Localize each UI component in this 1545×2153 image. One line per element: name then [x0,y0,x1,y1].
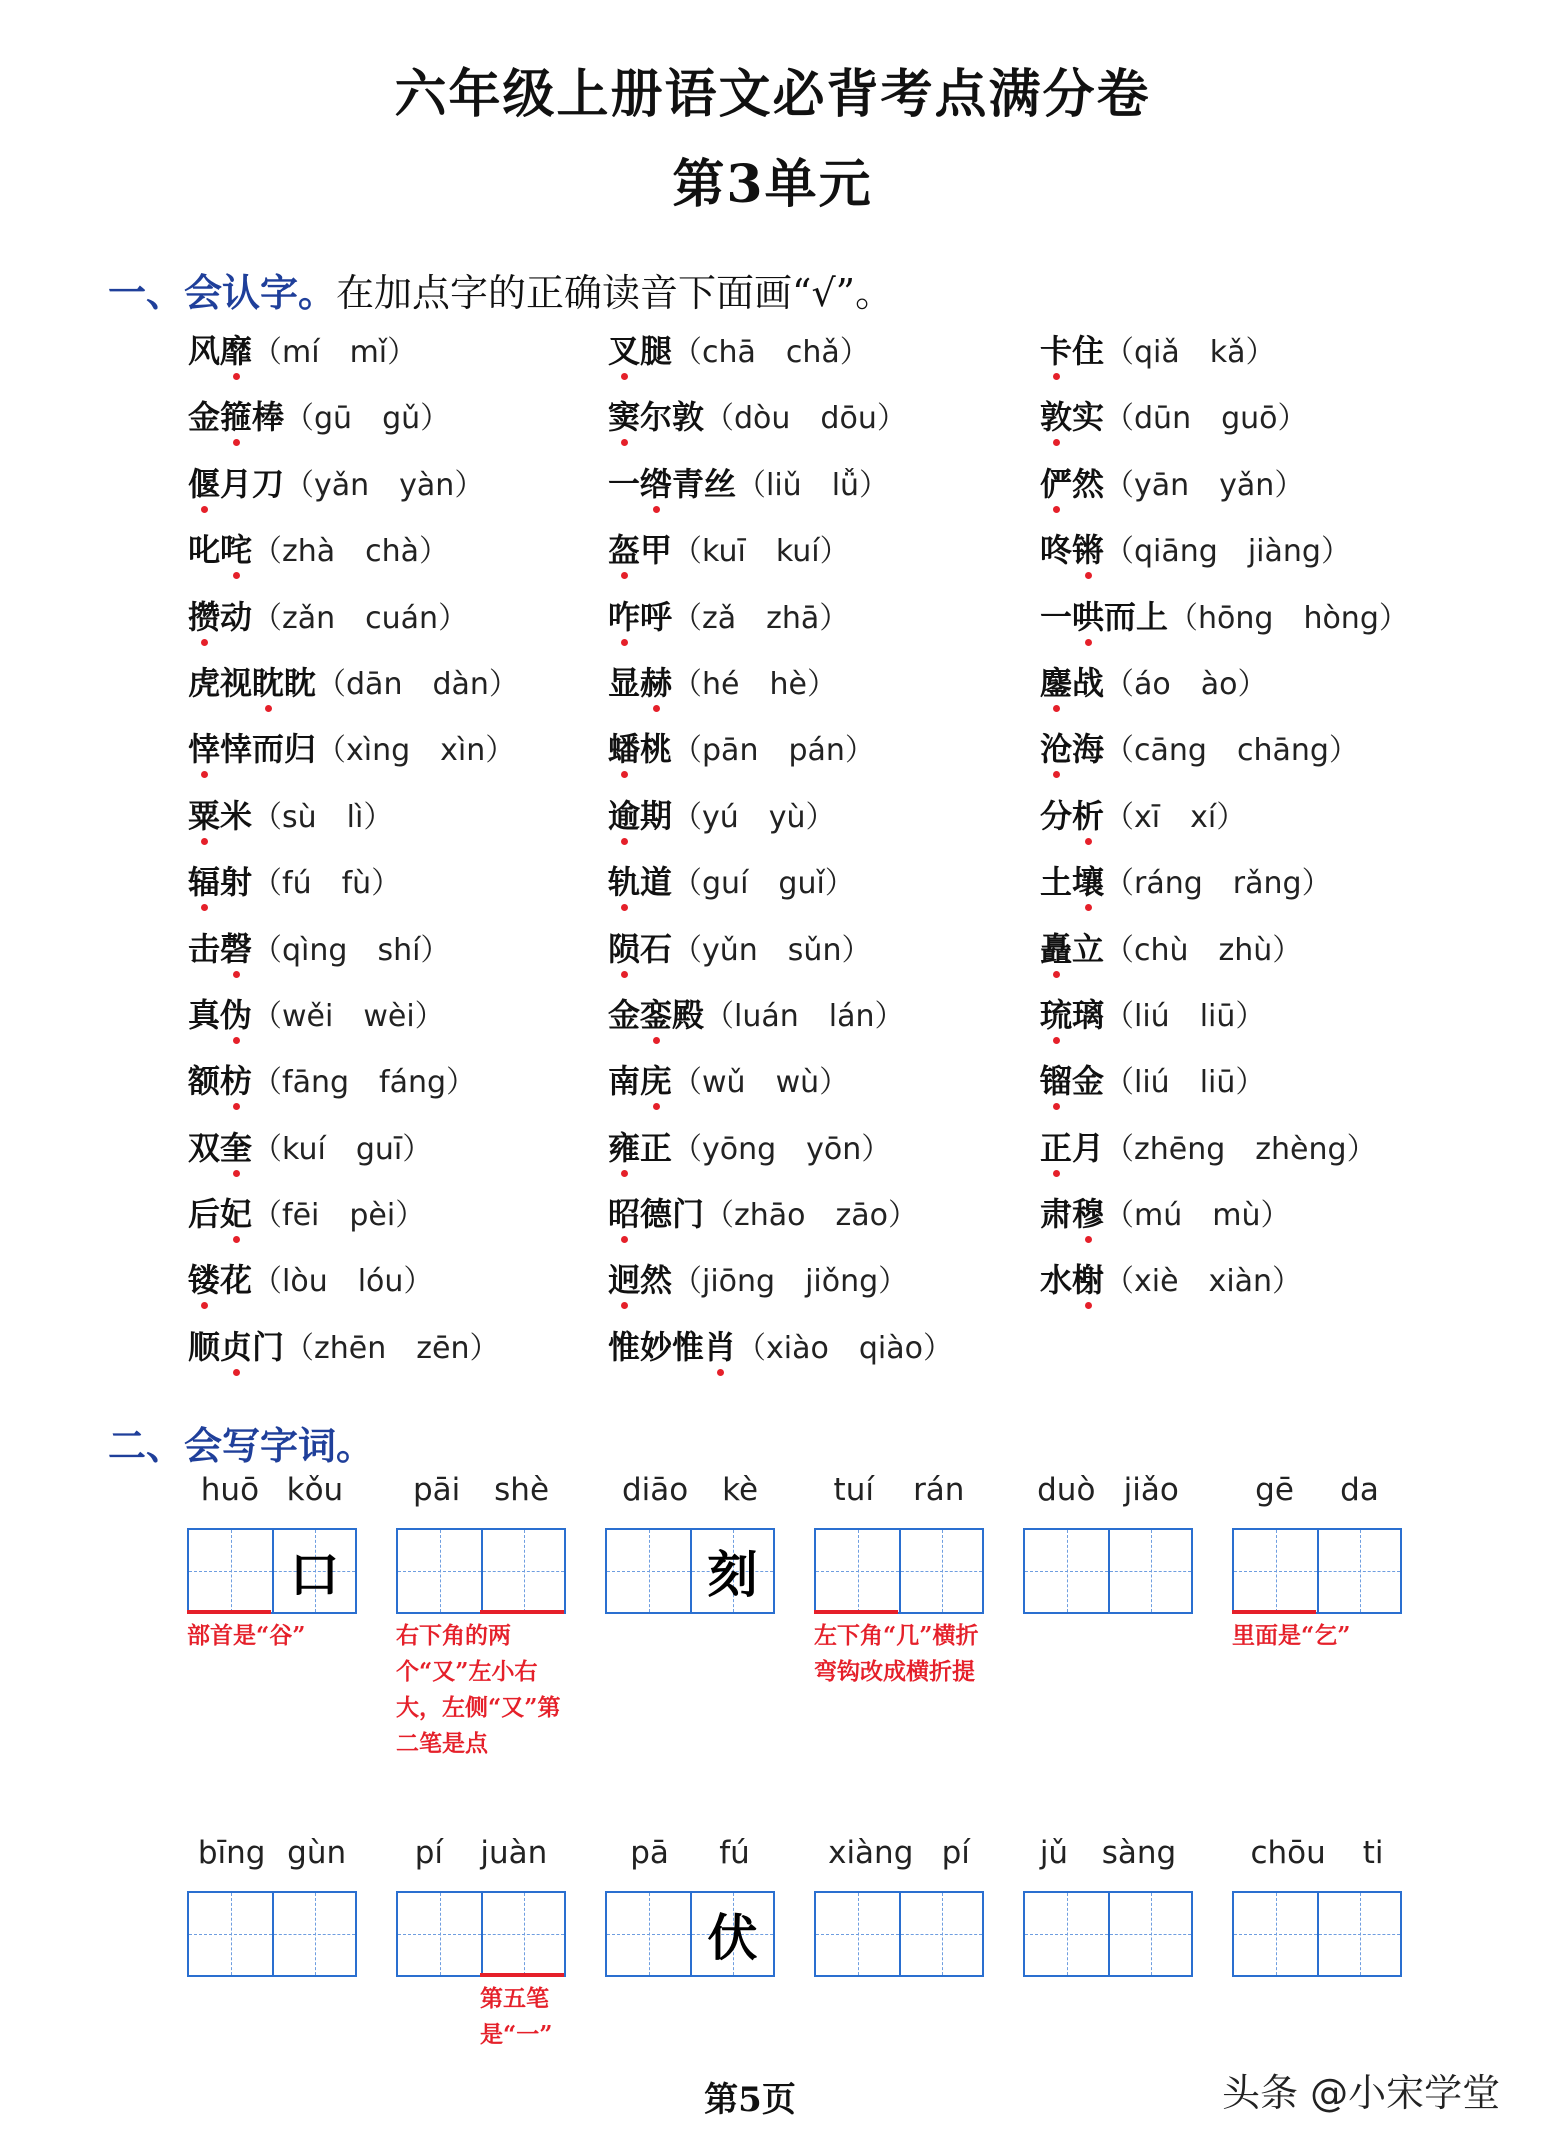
tianzige-pair [605,1891,775,1977]
emphasis-dot [233,1037,240,1044]
reading-item [188,853,608,919]
emphasis-dot [233,1103,240,1110]
pinyin-row [814,1472,984,1528]
hint-underline [187,1610,271,1614]
reading-item [608,388,1040,454]
pinyin-options[interactable]: （kuī kuí） [672,534,850,570]
write-group [814,1472,984,1685]
pinyin-options[interactable]: （áo ào） [1104,666,1268,702]
tianzige-pair [1232,1528,1402,1614]
reading-item [188,986,608,1052]
reading-word: 迥然 [608,1251,672,1309]
emphasis-dot [233,1236,240,1243]
section-one-number: 一、会认字。 [108,270,337,315]
emphasis-dot [1053,971,1060,978]
reading-word: 虎视眈眈 [188,654,316,712]
reading-word: 显赫 [608,654,672,712]
pinyin-row [1023,1472,1193,1528]
reading-item [608,986,1040,1052]
reading-word: 粟米 [188,787,252,845]
reading-item [608,322,1040,388]
emphasis-dot [621,771,628,778]
emphasis-dot [1053,771,1060,778]
reading-word: 后妃 [188,1185,252,1243]
reading-word: 双奎 [188,1119,252,1177]
pinyin-options[interactable]: （gū gǔ） [284,401,451,437]
emphasis-dot [1085,572,1092,579]
pinyin-row [187,1472,357,1528]
pinyin-options[interactable]: （liú liū） [1104,1065,1266,1101]
emphasis-dot [201,506,208,513]
reading-word: 南庑 [608,1052,672,1110]
pinyin-options[interactable]: （qiāng jiàng） [1104,534,1351,570]
pinyin-options[interactable]: （xìng xìn） [316,733,516,769]
reading-item [608,853,1040,919]
pinyin-options[interactable]: （fāng fáng） [252,1065,477,1101]
pinyin-row [1232,1472,1402,1528]
pinyin-options[interactable]: （xiào qiào） [736,1330,953,1366]
reading-word: 镂花 [188,1251,252,1309]
pinyin-options[interactable]: （dòu dōu） [704,401,907,437]
reading-item [608,1318,1040,1384]
writing-box[interactable] [1234,1530,1317,1612]
reading-word: 风靡 [188,322,252,380]
reading-item [1040,1251,1488,1317]
emphasis-dot [621,838,628,845]
pinyin-syllable: pāi [412,1472,461,1508]
pinyin-syllable: gē [1255,1472,1294,1508]
pinyin-syllable: rán [913,1472,965,1508]
unit-subtitle: 第3单元 [672,154,873,215]
emphasis-dot [1085,904,1092,911]
reading-word: 俨然 [1040,455,1104,513]
reading-item [1040,853,1488,919]
pinyin-syllable: pí [941,1835,970,1871]
reading-word: 鏖战 [1040,654,1104,712]
reading-word: 击磬 [188,920,252,978]
emphasis-dot [1053,1170,1060,1177]
reading-item [188,521,608,587]
reading-item [188,455,608,521]
pinyin-options[interactable]: （dūn guō） [1104,401,1308,437]
page-title: 六年级上册语文必背考点满分卷 [394,64,1151,125]
write-group [187,1835,357,1977]
pinyin-syllable: kè [722,1472,759,1508]
writing-box[interactable] [481,1530,564,1612]
reading-item [1040,1119,1488,1185]
pinyin-row [605,1472,775,1528]
reading-item [188,920,608,986]
pinyin-syllable: duò [1037,1472,1096,1508]
watermark: 头条 @小宋学堂 [1222,2071,1501,2115]
pinyin-options[interactable]: （zǎn cuán） [252,600,469,636]
tianzige-pair [1023,1891,1193,1977]
writing-box[interactable] [398,1893,481,1975]
pinyin-options[interactable]: （yān yǎn） [1104,467,1305,503]
pinyin-options[interactable]: （cāng chāng） [1104,733,1359,769]
writing-box[interactable] [1108,1530,1191,1612]
reading-word: 攒动 [188,588,252,646]
writing-box[interactable] [816,1893,899,1975]
section-two-heading [108,1415,374,1470]
pinyin-syllable: xiàng [828,1835,914,1871]
reading-word: 辐射 [188,853,252,911]
pinyin-options[interactable]: （zhāo zāo） [704,1198,918,1234]
writing-box[interactable] [398,1530,481,1612]
reading-item [188,388,608,454]
emphasis-dot [201,771,208,778]
emphasis-dot [621,971,628,978]
emphasis-dot [1053,373,1060,380]
pinyin-options[interactable]: （zhēng zhèng） [1104,1131,1377,1167]
reading-item [1040,654,1488,720]
box-character: 伏 [707,1908,758,1967]
reading-word: 悻悻而归 [188,720,316,778]
emphasis-dot [265,705,272,712]
hint-underline [480,1610,564,1614]
reading-item [1040,521,1488,587]
pinyin-options[interactable]: （dān dàn） [316,666,519,702]
reading-word: 金箍棒 [188,388,284,446]
reading-word: 土壤 [1040,853,1104,911]
pinyin-options[interactable]: （qìng shí） [252,932,451,968]
writing-box[interactable] [816,1530,899,1612]
pinyin-options[interactable]: （yōng yōn） [672,1131,892,1167]
pinyin-syllable: gùn [287,1835,347,1871]
reading-word: 窦尔敦 [608,388,704,446]
emphasis-dot [653,705,660,712]
emphasis-dot [1053,705,1060,712]
reading-word: 咋呼 [608,588,672,646]
emphasis-dot [653,506,660,513]
writing-box[interactable] [189,1530,272,1612]
emphasis-dot [1085,1236,1092,1243]
emphasis-dot [1053,439,1060,446]
hint-note: 部首是“谷” [187,1622,306,1649]
reading-item [1040,1052,1488,1118]
writing-box[interactable] [481,1893,564,1975]
pinyin-options[interactable]: （liú liū） [1104,998,1266,1034]
reading-grid [188,322,1488,1384]
page-number: 第5页 [704,2080,796,2120]
emphasis-dot [1085,838,1092,845]
reading-item [188,1052,608,1118]
emphasis-dot [717,1369,724,1376]
write-group [605,1472,775,1614]
hint-note: 里面是“乞” [1232,1622,1351,1649]
hint-underline [480,1973,564,1977]
pinyin-syllable: shè [494,1472,550,1508]
pinyin-syllable: bīng [197,1835,266,1871]
emphasis-dot [233,1369,240,1376]
pinyin-options[interactable]: （jiōng jiǒng） [672,1264,909,1300]
pinyin-row [814,1835,984,1891]
pinyin-syllable: juàn [480,1835,548,1871]
hint-note: 左下角“几”横折弯钩改成横折提 [814,1622,979,1685]
pinyin-options[interactable]: （luán lán） [704,998,905,1034]
tianzige-pair [1232,1891,1402,1977]
emphasis-dot [1085,1302,1092,1309]
pinyin-options[interactable]: （mú mù） [1104,1198,1291,1234]
reading-word: 偃月刀 [188,455,284,513]
write-group [396,1472,566,1757]
tianzige-pair [187,1528,357,1614]
pinyin-options[interactable]: （fēi pèi） [252,1198,426,1234]
pinyin-syllable: da [1340,1472,1379,1508]
hint-underline [1232,1610,1316,1614]
reading-item [188,654,608,720]
box-character: 刻 [707,1545,758,1604]
writing-box[interactable] [690,1530,773,1612]
reading-item [608,920,1040,986]
pinyin-syllable: chōu [1250,1835,1326,1871]
write-group [396,1835,566,2048]
pinyin-options[interactable]: （qiǎ kǎ） [1104,335,1276,370]
pinyin-options[interactable]: （mí mǐ） [252,335,418,370]
pinyin-options[interactable]: （lòu lóu） [252,1264,434,1300]
box-character: 口 [289,1545,340,1604]
reading-word: 咚锵 [1040,521,1104,579]
emphasis-dot [653,1037,660,1044]
writing-box[interactable] [607,1893,690,1975]
write-group [1023,1472,1193,1614]
writing-box[interactable] [899,1893,982,1975]
tianzige-pair [814,1528,984,1614]
pinyin-syllable: diāo [621,1472,689,1508]
emphasis-dot [201,639,208,646]
pinyin-options[interactable]: （guí guǐ） [672,866,855,902]
pinyin-options[interactable]: （hōng hòng） [1168,600,1409,636]
pinyin-options[interactable]: （wǔ wù） [672,1065,850,1101]
reading-item [188,787,608,853]
pinyin-options[interactable]: （yǔn sǔn） [672,932,872,968]
pinyin-options[interactable]: （zhēn zēn） [284,1330,500,1366]
emphasis-dot [233,373,240,380]
reading-word: 逾期 [608,787,672,845]
reading-item [608,720,1040,786]
pinyin-syllable: huō [200,1472,260,1508]
pinyin-syllable: jǔ [1039,1835,1069,1871]
reading-word: 一哄而上 [1040,588,1168,646]
pinyin-syllable: pā [630,1835,669,1871]
writing-box[interactable] [1317,1893,1400,1975]
reading-item [188,588,608,654]
reading-item [188,1318,608,1384]
reading-item [188,1185,608,1251]
reading-item [1040,322,1488,388]
tianzige-pair [605,1528,775,1614]
pinyin-syllable: ti [1362,1835,1384,1871]
reading-item [1040,1185,1488,1251]
pinyin-syllable: fú [719,1835,750,1871]
tianzige-pair [1023,1528,1193,1614]
pinyin-options[interactable]: （kuí guī） [252,1131,433,1167]
writing-box[interactable] [690,1893,773,1975]
pinyin-row [1023,1835,1193,1891]
reading-item [608,787,1040,853]
reading-word: 叉腿 [608,322,672,380]
hint-underline [814,1610,898,1614]
pinyin-row [1232,1835,1402,1891]
reading-word: 矗立 [1040,920,1104,978]
reading-item [188,720,608,786]
section-two-number: 二、会写字词。 [108,1423,375,1468]
reading-word: 雍正 [608,1119,672,1177]
reading-word: 肃穆 [1040,1185,1104,1243]
emphasis-dot [1053,1103,1060,1110]
hint-note: 右下角的两个“又”左小右大，左侧“又”第二笔是点 [396,1622,561,1757]
reading-item [608,1052,1040,1118]
pinyin-options[interactable]: （xiè xiàn） [1104,1264,1303,1300]
pinyin-options[interactable]: （pān pán） [672,733,875,769]
reading-word: 陨石 [608,920,672,978]
reading-word: 沧海 [1040,720,1104,778]
reading-word: 顺贞门 [188,1318,284,1376]
reading-word: 一绺青丝 [608,455,736,513]
reading-item [608,654,1040,720]
reading-item [188,1119,608,1185]
reading-word: 蟠桃 [608,720,672,778]
pinyin-options[interactable]: （zhà chà） [252,534,450,570]
reading-item [608,588,1040,654]
pinyin-options[interactable]: （chā chǎ） [672,335,870,370]
emphasis-dot [653,1103,660,1110]
writing-box[interactable] [1025,1530,1108,1612]
hint-note: 第五笔是“一” [480,1985,553,2048]
writing-box[interactable] [272,1530,355,1612]
writing-box[interactable] [1317,1530,1400,1612]
emphasis-dot [233,572,240,579]
reading-item [1040,986,1488,1052]
reading-item [608,521,1040,587]
writing-box[interactable] [272,1893,355,1975]
reading-item [608,455,1040,521]
emphasis-dot [621,904,628,911]
tianzige-pair [814,1891,984,1977]
writing-box[interactable] [1234,1893,1317,1975]
reading-item [1040,720,1488,786]
reading-word: 敦实 [1040,388,1104,446]
emphasis-dot [1053,506,1060,513]
reading-item [1040,455,1488,521]
reading-word: 昭德门 [608,1185,704,1243]
reading-word: 琉璃 [1040,986,1104,1044]
reading-item [1040,787,1488,853]
tianzige-pair [187,1891,357,1977]
emphasis-dot [201,1302,208,1309]
emphasis-dot [621,1236,628,1243]
reading-word: 水榭 [1040,1251,1104,1309]
emphasis-dot [201,904,208,911]
writing-box[interactable] [607,1530,690,1612]
reading-word: 轨道 [608,853,672,911]
reading-word: 惟妙惟肖 [608,1318,736,1376]
reading-word: 真伪 [188,986,252,1044]
emphasis-dot [1053,1037,1060,1044]
reading-item [608,1251,1040,1317]
writing-box[interactable] [189,1893,272,1975]
reading-item [608,1185,1040,1251]
reading-item [188,322,608,388]
reading-word: 分析 [1040,787,1104,845]
pinyin-options[interactable]: （liǔ lǚ） [736,467,890,503]
pinyin-row [396,1835,566,1891]
reading-word: 盔甲 [608,521,672,579]
tianzige-pair [396,1528,566,1614]
pinyin-options[interactable]: （xī xí） [1104,799,1247,835]
pinyin-options[interactable]: （fú fù） [252,866,402,902]
pinyin-options[interactable]: （yú yù） [672,799,836,835]
pinyin-options[interactable]: （ráng rǎng） [1104,866,1332,902]
emphasis-dot [233,1170,240,1177]
section-one-instruction: 在加点字的正确读音下面画“√”。 [336,271,894,315]
emphasis-dot [1085,639,1092,646]
reading-item [608,1119,1040,1185]
emphasis-dot [233,971,240,978]
reading-word: 卡住 [1040,322,1104,380]
reading-word: 额枋 [188,1052,252,1110]
pinyin-row [605,1835,775,1891]
pinyin-options[interactable]: （sù lì） [252,799,394,835]
tianzige-pair [396,1891,566,1977]
emphasis-dot [201,838,208,845]
write-group [1023,1835,1193,1977]
reading-word: 正月 [1040,1119,1104,1177]
reading-word: 叱咤 [188,521,252,579]
emphasis-dot [233,439,240,446]
writing-box[interactable] [899,1530,982,1612]
pinyin-syllable: kǒu [286,1472,344,1508]
section-one-heading [108,262,893,317]
reading-word: 金銮殿 [608,986,704,1044]
pinyin-options[interactable]: （zǎ zhā） [672,600,850,636]
pinyin-options[interactable]: （hé hè） [672,666,837,702]
pinyin-options[interactable]: （chù zhù） [1104,932,1303,968]
emphasis-dot [621,439,628,446]
reading-item [188,1251,608,1317]
writing-box[interactable] [1108,1893,1191,1975]
emphasis-dot [621,1170,628,1177]
write-group [814,1835,984,1977]
pinyin-row [396,1472,566,1528]
write-group [187,1472,357,1649]
reading-word: 镏金 [1040,1052,1104,1110]
pinyin-syllable: pí [414,1835,443,1871]
write-group [1232,1472,1402,1649]
emphasis-dot [621,639,628,646]
write-group [1232,1835,1402,1977]
pinyin-syllable: tuí [833,1472,874,1508]
emphasis-dot [621,1302,628,1309]
reading-item [1040,920,1488,986]
write-group [605,1835,775,1977]
emphasis-dot [621,373,628,380]
pinyin-options[interactable]: （wěi wèi） [252,998,445,1034]
writing-box[interactable] [1025,1893,1108,1975]
reading-item [1040,388,1488,454]
pinyin-syllable: sàng [1101,1835,1177,1871]
pinyin-syllable: jiǎo [1123,1472,1179,1508]
pinyin-options[interactable]: （yǎn yàn） [284,467,485,503]
pinyin-row [187,1835,357,1891]
emphasis-dot [621,572,628,579]
reading-item [1040,588,1488,654]
